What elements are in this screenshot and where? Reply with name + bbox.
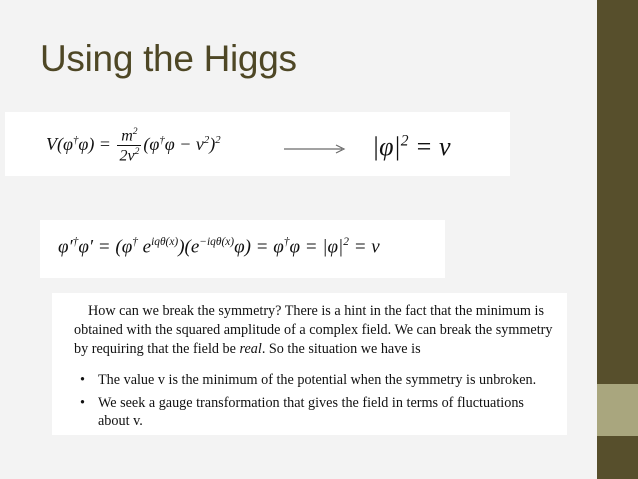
bullet-text: We seek a gauge transformation that gives the field in terms of fluctuations about v. (98, 395, 524, 429)
equation-1 (46, 126, 221, 166)
bullet-item (78, 394, 558, 430)
bullet-icon: • (80, 395, 85, 411)
bullet-icon: • (80, 372, 85, 388)
paragraph-line-3 (74, 340, 564, 359)
equation-1-lhs: V(φ†φ) = (46, 133, 116, 154)
right-arrow-icon (284, 144, 346, 154)
paragraph-line-3-pre: by requiring that the field be (74, 341, 240, 357)
equation-1-rhs: $(\varphi^\dagger\varphi - v^2)^2$ (143, 133, 221, 154)
equation-1-numerator: $m^2$ (117, 126, 141, 146)
bullet-text: The value v is the minimum of the potential when the symmetry is unbroken. (98, 372, 537, 388)
paragraph (74, 302, 564, 359)
equation-1-fraction (117, 126, 141, 166)
side-accent-block (597, 384, 638, 436)
slide-title: Using the Higgs (40, 38, 297, 79)
paragraph-line-2: obtained with the squared amplitude of a complex field. We can break the symmetry (74, 322, 553, 338)
bullet-item (78, 371, 558, 389)
equation-2: φ′†φ′ = (φ† $e^{iq\theta(x)})(e^{-iq\theta(x)}\varphi) = \varphi^\dagger\varphi = |\varphi|^2 = v$ (58, 236, 380, 258)
paragraph-emphasis: real (239, 341, 262, 357)
paragraph-line-1: How can we break the symmetry? There is a hint in the fact that the minimum is (88, 303, 544, 319)
bullet-list (78, 371, 558, 435)
paragraph-line-3-post: . So the situation we have is (261, 341, 421, 357)
equation-1-denominator: $2v^2$ (119, 146, 140, 165)
equation-1-result: $|\varphi|^2 = v$ (372, 132, 451, 161)
